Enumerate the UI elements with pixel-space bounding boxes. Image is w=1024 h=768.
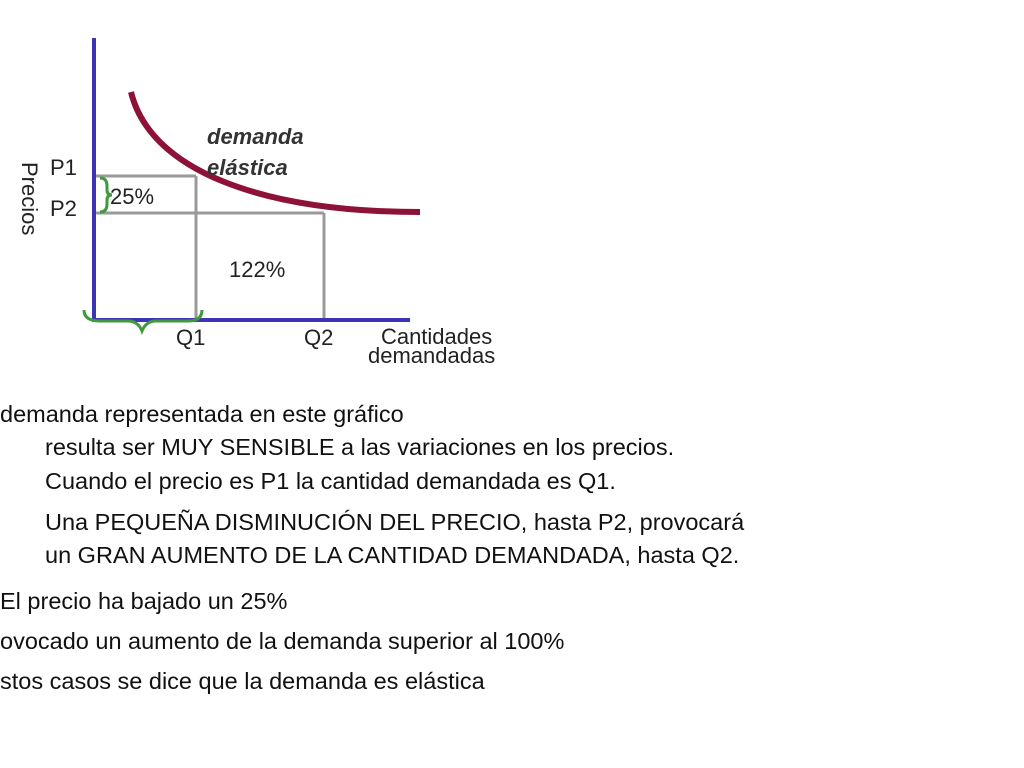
- price-change-label: 25%: [110, 184, 155, 209]
- y-axis-label: Precios: [17, 162, 42, 236]
- curve-label-line2: elástica: [207, 155, 288, 180]
- p2-label: P2: [50, 196, 77, 221]
- demand-curve: [131, 92, 420, 212]
- q2-label: Q2: [304, 325, 334, 350]
- quantity-change-label: 122%: [229, 257, 286, 282]
- x-axis-label-line1: Cantidades: [380, 324, 493, 349]
- curve-label-line1: demanda: [207, 124, 304, 149]
- text-line-3: Cuando el precio es P1 la cantidad demandada es Q1.: [45, 468, 616, 494]
- text-line-4: Una PEQUEÑA DISMINUCIÓN DEL PRECIO, hasta P2, provocará: [45, 509, 745, 535]
- text-line-5: un GRAN AUMENTO DE LA CANTIDAD DEMANDADA, hasta Q2.: [45, 542, 740, 568]
- text-line-6: El precio ha bajado un 25%: [0, 588, 288, 614]
- text-line-8: stos casos se dice que la demanda es elástica: [0, 668, 485, 694]
- text-line-2: resulta ser MUY SENSIBLE a las variaciones en los precios.: [45, 434, 675, 460]
- text-line-7: ovocado un aumento de la demanda superior al 100%: [0, 628, 565, 654]
- demand-diagram: [0, 0, 1024, 380]
- p1-label: P1: [50, 155, 77, 180]
- x-axis-label-line2: demandadas: [368, 343, 496, 368]
- x-axis-label: [368, 324, 496, 368]
- q1-label: Q1: [176, 325, 206, 350]
- text-line-1: demanda representada en este gráfico: [0, 401, 404, 427]
